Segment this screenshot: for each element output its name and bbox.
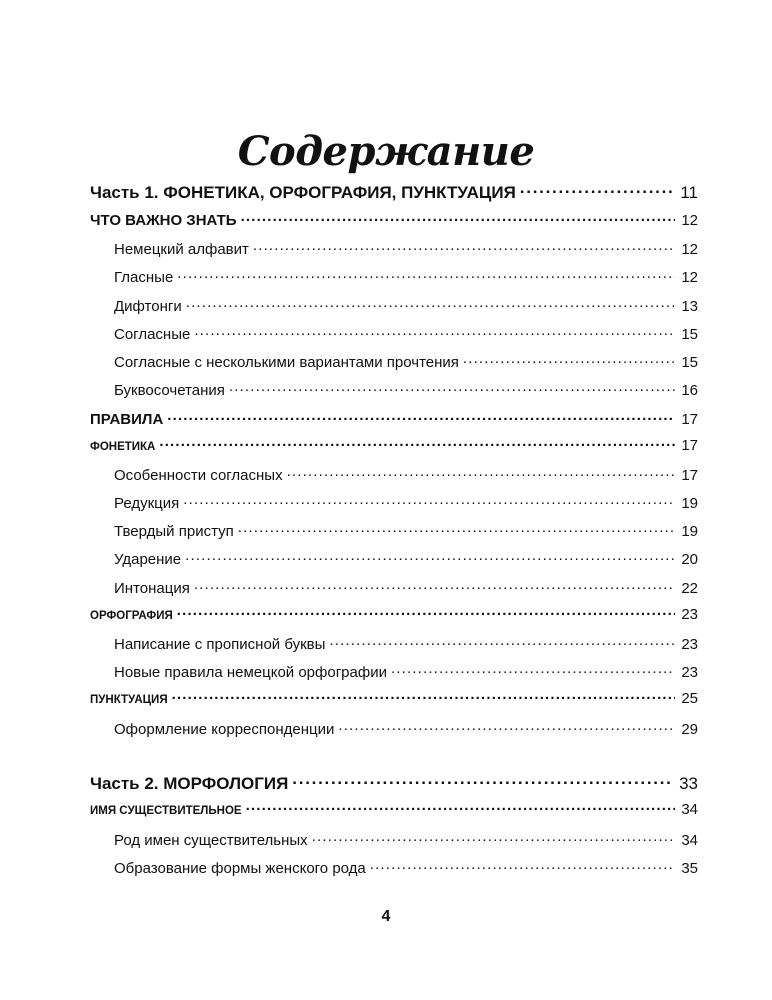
toc-entry-label: ПРАВИЛА [90, 411, 164, 428]
dot-leader [329, 634, 675, 649]
dot-leader [292, 772, 673, 789]
toc-entry-subsection[interactable] [90, 690, 698, 714]
dot-leader [238, 521, 676, 536]
toc-entry-label: Дифтонги [114, 298, 182, 315]
toc-entry-page: 12 [681, 212, 698, 229]
toc-entry-page: 20 [681, 551, 698, 568]
toc-entry-subsection[interactable] [90, 606, 698, 630]
toc-entry-page: 11 [680, 183, 698, 202]
dot-leader [338, 719, 675, 734]
toc-entry-sub[interactable] [114, 267, 698, 291]
toc-entry-page: 17 [681, 437, 698, 454]
toc-entry-sub[interactable] [114, 578, 698, 602]
dot-leader [167, 409, 675, 424]
dot-leader [287, 465, 676, 480]
toc-entry-page: 23 [681, 606, 698, 623]
toc-entry-label: Написание с прописной буквы [114, 636, 326, 653]
dot-leader [253, 239, 675, 254]
toc-entry-sub[interactable] [114, 830, 698, 854]
toc-entry-page: 25 [681, 690, 698, 707]
toc-entry-label: Род имен существительных [114, 832, 308, 849]
dot-leader [183, 493, 675, 508]
toc-entry-sub[interactable] [114, 380, 698, 404]
toc-entry-sub[interactable] [114, 549, 698, 573]
dot-leader [172, 692, 676, 704]
dot-leader [520, 181, 675, 198]
toc-entry-sub[interactable] [114, 465, 698, 489]
dot-leader [185, 549, 675, 564]
page-number: 4 [381, 908, 391, 925]
toc-entry-subsection[interactable] [90, 437, 698, 461]
dot-leader [391, 662, 675, 677]
toc-entry-sub[interactable] [114, 719, 698, 743]
toc-entry-page: 12 [681, 241, 698, 258]
dot-leader [229, 380, 675, 395]
toc-entry-page: 13 [681, 298, 698, 315]
toc-entry-label: Интонация [114, 580, 190, 597]
toc-entry-sub[interactable] [114, 858, 698, 882]
toc-entry-label: Часть 2. МОРФОЛОГИЯ [90, 774, 289, 793]
toc-entry-section[interactable] [90, 409, 698, 433]
toc-entry-page: 12 [681, 269, 698, 286]
toc-entry-page: 16 [681, 382, 698, 399]
toc-entry-page: 33 [679, 774, 698, 793]
toc-entry-sub[interactable] [114, 634, 698, 658]
dot-leader [177, 608, 676, 620]
toc-entry-page: 15 [681, 354, 698, 371]
toc-entry-label: Ударение [114, 551, 182, 568]
toc-entry-label: Согласные с несколькими вариантами прочтения [114, 354, 459, 371]
toc-entry-page: 29 [681, 721, 698, 738]
dot-leader [186, 296, 676, 311]
toc-entry-page: 17 [681, 467, 698, 484]
toc-entry-label: Гласные [114, 269, 174, 286]
toc-entry-label: ФОНЕТИКА [90, 441, 156, 453]
toc-entry-label: Твердый приступ [114, 523, 234, 540]
dot-leader [241, 210, 676, 225]
toc-entry-section[interactable] [90, 210, 698, 234]
dot-leader [194, 324, 675, 339]
toc-entry-label: Немецкий алфавит [114, 241, 249, 258]
toc-entry-part-2[interactable] [90, 772, 698, 796]
toc-entry-page: 23 [681, 664, 698, 681]
toc-entry-sub[interactable] [114, 493, 698, 517]
toc-entry-part-1[interactable] [90, 181, 698, 205]
toc-entry-page: 23 [681, 636, 698, 653]
toc-entry-page: 34 [681, 801, 698, 818]
toc-entry-page: 17 [681, 411, 698, 428]
toc-entry-label: ПУНКТУАЦИЯ [90, 694, 168, 706]
toc-entry-label: ИМЯ СУЩЕСТВИТЕЛЬНОЕ [90, 805, 242, 817]
toc-entry-sub[interactable] [114, 296, 698, 320]
toc-entry-label: Буквосочетания [114, 382, 225, 399]
toc-entry-page: 35 [681, 860, 698, 877]
toc-entry-label: Редукция [114, 495, 180, 512]
page-title: Содержание [237, 128, 535, 175]
toc-entry-page: 22 [681, 580, 698, 597]
toc-entry-label: Особенности согласных [114, 467, 283, 484]
toc-entry-subsection[interactable] [90, 801, 698, 825]
toc-entry-label: ЧТО ВАЖНО ЗНАТЬ [90, 212, 237, 229]
toc-entry-page: 19 [681, 495, 698, 512]
toc-entry-label: ОРФОГРАФИЯ [90, 610, 173, 622]
dot-leader [177, 267, 675, 282]
toc-entry-sub[interactable] [114, 239, 698, 263]
toc-entry-label: Часть 1. ФОНЕТИКА, ОРФОГРАФИЯ, ПУНКТУАЦИЯ [90, 183, 516, 202]
dot-leader [246, 803, 676, 815]
toc-entry-sub[interactable] [114, 521, 698, 545]
toc-entry-sub[interactable] [114, 324, 698, 348]
dot-leader [312, 830, 676, 845]
toc-entry-page: 34 [681, 832, 698, 849]
dot-leader [194, 578, 675, 593]
dot-leader [463, 352, 675, 367]
toc-entry-label: Оформление корреспонденции [114, 721, 335, 738]
toc-entry-sub[interactable] [114, 352, 698, 376]
toc-entry-label: Образование формы женского рода [114, 860, 366, 877]
toc-entry-sub[interactable] [114, 662, 698, 686]
dot-leader [159, 439, 675, 451]
toc-entry-label: Новые правила немецкой орфографии [114, 664, 387, 681]
toc-entry-page: 15 [681, 326, 698, 343]
toc-entry-label: Согласные [114, 326, 191, 343]
dot-leader [370, 858, 676, 873]
toc-entry-page: 19 [681, 523, 698, 540]
